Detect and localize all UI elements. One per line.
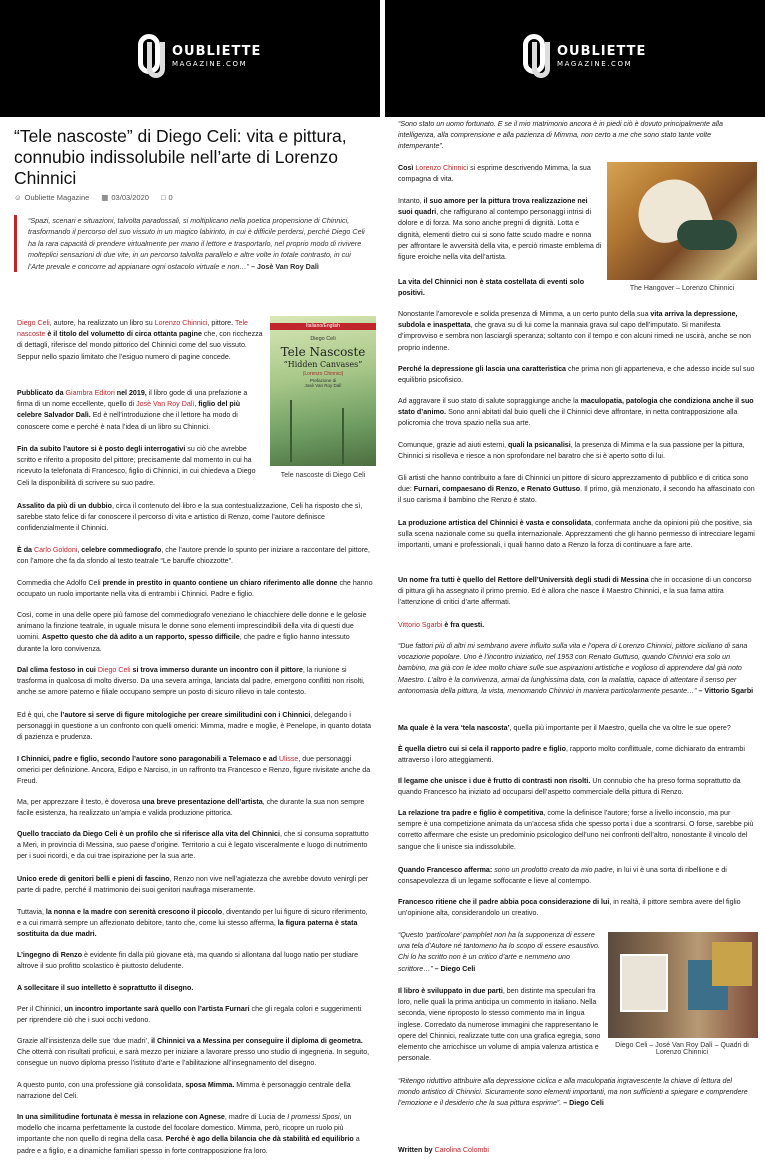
body-paragraph: Diego Celi, autore, ha realizzato un libro su Lorenzo Chinnici, pittore. Tele nascoste è il titolo del volumetto di circa ottanta pagine che, con ricchezza di dettagli, riferisce del mondo pittorico del Chinnici come del suo vissuto. Seppur nello spazio limitato che l’esiguo numero di pagine concede.	[17, 319, 263, 361]
book-cover-caption: Tele nascoste di Diego Celi	[280, 472, 366, 479]
body-paragraph: Per il Chinnici, un incontro importante sarà quello con l’artista Furnari che gli regala colori e suggerimenti per riprendere ciò che i suoi occhi vedono.	[17, 1005, 362, 1025]
body-paragraph: Ma quale è la vera ‘tela nascosta’, quella più importante per il Maestro, quella che va oltre le sue opere?	[398, 724, 731, 732]
body-paragraph: Comunque, grazie ad aiuti esterni, quali la psicanalisi, la presenza di Mimma e la sua passione per la pittura, Chinnici si risolleva e riesce a non sprofondare nel baratro che si è aperto sotto di lui.	[398, 441, 745, 461]
body-paragraph: L’ingegno di Renzo è evidente fin dalla più giovane età, ma quando si allontana dal luogo natio per studiare altrove il suo profitto scolastico è piuttosto deludente.	[17, 951, 359, 971]
logo-domain: MAGAZINE.COM	[172, 59, 248, 68]
body-paragraph: Intanto, il suo amore per la pittura trova realizzazione nei suoi quadri, che raffigurano al contempo personaggi intrisi di dolore e di forza. Ma sono anche pregni di dignità. Lotta e dignità, elementi dietro cui si sono fatte scudo madre e nonna per affrontare le avversità della vita, e perciò rimaste emblema di figure eroiche nella vita dell’artista.	[398, 197, 602, 262]
body-paragraph: È da Carlo Goldoni, celebre commediografo, che l’autore prende lo spunto per iniziare a raccontare del pittore, con l’amore che fa da sfondo al testo teatrale “Le baruffe chiozzotte”.	[17, 546, 370, 566]
body-paragraph: Vittorio Sgarbi è fra questi.	[398, 621, 485, 629]
body-paragraph: Francesco ritiene che il padre abbia poca considerazione di lui, in realtà, il pittore sembra avere del figlio un’opinione alta, considerandolo un creativo.	[398, 898, 741, 918]
body-paragraph: Ma, per apprezzare il testo, è doverosa una breve presentazione dell’artista, che durante la sua non sempre facile esistenza, ha realizzato un’ampia e valida produzione pittorica.	[17, 798, 365, 818]
body-paragraph: I Chinnici, padre e figlio, secondo l’autore sono paragonabili a Telemaco e ad Ulisse, due personaggi omerici per definizione. Ancora, Edipo e Narciso, in un raffronto tra Francesco e Renzo, figure rivisitate anche da Freud.	[17, 755, 371, 786]
article-column-right	[385, 0, 765, 1163]
article-column-left	[0, 0, 380, 1163]
hangover-caption: The Hangover – Lorenzo Chinnici	[629, 285, 735, 292]
body-quote: “Questo ‘particolare’ pamphlet non ha la supponenza di essere una tela d’Autore né tantomeno ha lo scopo di essere esaustivo. Chi lo ha scritto non è un critico d’arte e nemmeno uno scrittore…” – Diego Celi	[398, 931, 600, 973]
article-meta	[14, 193, 173, 202]
celi-dali-photo[interactable]	[608, 932, 758, 1038]
body-paragraph: Dal clima festoso in cui Diego Celi si trova immerso durante un incontro con il pittore, la riunione si trasforma in qualcosa di molto diverso. Da una severa arringa, lanciata dal padre, emergono conflitti non risolti, anche se amore paterno e filiale occupano sempre un posto di sicuro rilievo in tale contesto.	[17, 666, 365, 697]
body-paragraph: Gli artisti che hanno contribuito a fare di Chinnici un pittore di sicuro apprezzamento di pubblico e di critica sono due: Furnari, compaesano di Renzo, e Renato Guttuso. Il primo, già menzionato, il secondo ha affascinato con il suo carisma il bambino che Renzo è stato.	[398, 474, 755, 505]
body-paragraph: Fin da subito l’autore si è posto degli interrogativi su ciò che avrebbe scritto e riferito a proposito del pittore; precisamente dal momento in cui ha ricevuto la telefonata di Francesco, figlio di Chinnici, in cui chiedeva a Diego Celi la disponibilità di scrivere su suo padre.	[17, 445, 256, 487]
meta-comments[interactable]: □ 0	[160, 193, 173, 202]
body-paragraph: La vita del Chinnici non è stata costellata di eventi solo positivi.	[398, 278, 585, 298]
meta-author[interactable]: ☺ Oubliette Magazine	[14, 193, 90, 202]
body-paragraph: Grazie all’insistenza delle sue ‘due madri’, il Chinnici va a Messina per conseguire il diploma di geometra. Che otterrà con risultati proficui, e sarà mezzo per iniziare a lavorare presso uno studio di ingegneria. In seguito, consegue un nuovo diploma presso l’istituto d’arte e l’abilitazione all’insegnamento del disegno.	[17, 1037, 370, 1068]
body-paragraph: Perché la depressione gli lascia una caratteristica che prima non gli apparteneva, e che adesso incide sul suo equilibrio psicofisico.	[398, 365, 755, 385]
body-paragraph: La relazione tra padre e figlio è competitiva, come la definisce l’autore; forse a livello inconscio, ma pur sempre è una competizione animata da un’accesa sfida che spesso porta i due a scontrarsi. O forse, sarebbe più corretto affermare che esiste un predominio psicologico dell’uno nei confronti dell’altro, nonostante il vincolo del sangue che li unisce sia indissolubile.	[398, 809, 754, 851]
site-header	[0, 0, 380, 117]
body-paragraph: Ed è qui, che l’autore si serve di figure mitologiche per creare similitudini con i Chinnici, delegando i personaggi in questione a un confronto con quelli omerici: Mimma, madre e moglie, è Penelope, in quanto dotata di pazienza e prudenza.	[17, 711, 372, 742]
byline-author-link[interactable]: Carolina Colombi	[434, 1146, 489, 1154]
body-paragraph: Così Lorenzo Chinnici si esprime descrivendo Mimma, la sua compagna di vita.	[398, 164, 591, 184]
site-logo[interactable]	[523, 32, 646, 80]
hangover-painting[interactable]	[607, 162, 757, 280]
body-paragraph: Pubblicato da Giambra Editori nel 2019, il libro gode di una prefazione a firma di un nome eccellente, quello di Josè Van Roy Dalì, figlio del più celebre Salvador Dalì. Ed è nell’introduzione che il lettore ha modo di conoscere come e perché è nata l’idea di un libro su Chinnici.	[17, 389, 248, 431]
comment-icon: □	[160, 193, 166, 202]
meta-date: ▦ 03/03/2020	[101, 193, 149, 202]
body-paragraph: Quando Francesco afferma: sono un prodotto creato da mio padre, in lui vi è una sorta di ribellione e di consapevolezza di un legame soffocante e lieve al contempo.	[398, 866, 727, 886]
body-paragraph: Tuttavia, la nonna e la madre con serenità crescono il piccolo, diventando per lui figure di sicuro riferimento, e a cui rimarrà sempre un affezionato debitore, tanto che, come lui stesso afferma, la figura paterna è stata sostituita da due madri.	[17, 908, 368, 939]
body-paragraph: Nonostante l’amorevole e solida presenza di Mimma, a un certo punto della sua vita arriva la depressione, subdola e inaspettata, che grava su di lui come la mannaia grava sul capo dell’imputato. Si manifesta d’improvviso e sembra non lasciargli speranza; soltanto con il tempo e con alcuni rimedi ne uscirà, anche se non proprio indenne.	[398, 310, 751, 352]
body-paragraph: È quella dietro cui si cela il rapporto padre e figlio, rapporto molto conflittuale, come dichiarato da entrambi attraverso i loro atteggiamenti.	[398, 745, 745, 765]
body-quote: “Due fattori più di altri mi sembrano avere influito sulla vita e l’opera di Lorenzo Chinnici, pittore siciliano di sana vocazione popolare. Uno è l’incontro iniziatico, nel 1953 con Renato Guttuso, quando Chinnici era solo un bambino, ma già con le idee molto chiare sulle sue aspirazioni artistiche e voglioso di apprendere dal già noto Maestro. L’altro è la convivenza, armai da lunghissima data, con la malattia, capace di attentare il senso per antonomasia della pittura, la vista, menomando Chinnici in maniera particolarmente pesante…” – Vittorio Sgarbi	[398, 642, 754, 695]
calendar-icon: ▦	[101, 193, 109, 202]
book-cover-figure[interactable]	[270, 316, 376, 466]
logo-name: OUBLIETTE	[557, 43, 647, 59]
body-paragraph: Il libro è sviluppato in due parti, ben distinte ma speculari fra loro, nelle quali la prima anticipa un commento in italiano. Nella seconda, viene riproposto lo stesso commento ma in lingua inglese. Corredato da numerose immagini che rappresentano le opere del Chinnici, realizzate tutte con una grafica egregia, sono elemento che arricchisce un volume di ampia valenza artistica e personale.	[398, 987, 601, 1063]
body-paragraph: La produzione artistica del Chinnici è vasta e consolidata, confermata anche da opinioni più che positive, sia sulla scena nazionale come su quella internazionale. Apprezzamenti che gli hanno permesso di intrecciare legami importanti, umani e professionali, i quali hanno dato a Renzo la forza di continuare a fare arte.	[398, 519, 755, 550]
article-title: “Tele nascoste” di Diego Celi: vita e pittura, connubio indissolubile nell’arte di Lorenzo Chinnici	[14, 126, 347, 188]
site-header	[385, 0, 765, 117]
celi-dali-caption: Diego Celi – José Van Roy Dalì – Quadri di Lorenzo Chinnici	[615, 1042, 749, 1056]
body-quote: “Sono stato un uomo fortunato. E se il mio matrimonio ancora è in piedi ciò è dovuto principalmente alla intelligenza, alla comprensione e alla pazienza di Mimma, non certo a me che sono stato tante volte intemperante”.	[398, 120, 723, 151]
byline: Written by Carolina Colombi	[398, 1146, 489, 1154]
body-paragraph: Il legame che unisce i due è frutto di contrasti non risolti. Un connubio che ha preso forma soprattutto da quando Francesco ha iniziato ad occuparsi dell’aspetto commerciale della pittura di Renzo.	[398, 777, 741, 797]
intro-quote: “Spazi, scenari e situazioni, talvolta paradossali, si moltiplicano nella poetica propensione di Chinnici, trasformando il percorso del suo vissuto in un magico labirinto, in cui è difficile perdersi, perché Diego Celi ha la rara capacità di prendere virtualmente per mano il lettore e trasportarlo, nel proprio modo di rivivere molteplici sensazioni di due vite, in un percorso talvolta parallelo e altre volte in totale contrasto, in cui l’Arte prevale e concorre ad appianare ogni ostacolo virtuale e non…” – Josè Van Roy Dalì	[14, 215, 368, 272]
logo-mark-icon	[138, 32, 166, 80]
site-logo[interactable]	[138, 32, 261, 80]
body-paragraph: A questo punto, con una professione già consolidata, sposa Mimma. Mimma è personaggio centrale della narrazione del Celi.	[17, 1081, 351, 1101]
body-paragraph: Così, come in una delle opere più famose del commediografo veneziano le chiacchiere delle donne e le gelosie animano la finzione teatrale, in uguale misura le donne sono elementi imprescindibili della vita di questi due uomini. Aspetto questo che dà adito a un rapporto, spesso difficile, che padre e figlio hanno intessuto durante la loro convivenza.	[17, 611, 367, 653]
logo-domain: MAGAZINE.COM	[557, 59, 633, 68]
body-paragraph: Un nome fra tutti è quello del Rettore dell’Università degli studi di Messina che in occasione di un concorso di pittura gli ha assegnato il primo premio. Ed è allora che nasce il Maestro Chinnici, e la sua fama attira l’attenzione di critici d’arte affermati.	[398, 576, 752, 607]
body-paragraph: In una similitudine fortunata è messa in relazione con Agnese, madre di Lucia de I promessi Sposi, un modello che incarna perfettamente la custode del focolare domestico. Mimma, però, ricopre un ruolo più importante che non quello di regina della casa. Perché è ago della bilancia che dà stabilità ed equilibrio a padre e a figlio, e a dinamiche familiari spesso in forte contrapposizione fra loro.	[17, 1113, 360, 1155]
user-icon: ☺	[14, 193, 22, 202]
body-quote: “Ritengo riduttivo attribuire alla depressione ciclica e alla maculopatia ingravescente la chiave di lettura del mondo artistico di Chinnici. Sicuramente sono elementi importanti, ma non sufficienti a spiegare e comprendere l’emozione e il desiderio che la sua pittura esprime”. – Diego Celi	[398, 1077, 748, 1108]
logo-mark-icon	[523, 32, 551, 80]
logo-name: OUBLIETTE	[172, 43, 262, 59]
body-paragraph: Unico erede di genitori belli e pieni di fascino, Renzo non vive nell’agiatezza che avrebbe dovuto venirgli per parte di padre, perché il matrimonio dei suoi genitori naufraga miseramente.	[17, 875, 369, 895]
body-paragraph: Assalito da più di un dubbio, circa il contenuto del libro e la sua contestualizzazione, Celi ha risposto che sì, sarebbe stato felice di far conoscere il percorso di vita e artistico di Renzo, come l’autore definisce confidenzialmente il Chinnici.	[17, 502, 363, 533]
body-paragraph: A sollecitare il suo intelletto è soprattutto il disegno.	[17, 984, 194, 992]
book-cover-image: Italiano/English Diego Celi Tele Nascoste “Hidden Canvases” (Lorenzo Chinnici) Prefazione di Josè Van Roy Dalì	[270, 316, 376, 466]
intro-quote-author: – Josè Van Roy Dalì	[250, 261, 319, 271]
body-paragraph: Commedia che Adolfo Celi prende in prestito in quanto contiene un chiaro riferimento alle donne che hanno occupato un ruolo importante nella vita di entrambi i Chinnici. Padre e figlio.	[17, 579, 373, 599]
body-paragraph: Quello tracciato da Diego Celi è un profilo che si riferisce alla vita del Chinnici, che si consuma soprattutto a Meri, in provincia di Messina, suo paese d’origine. Territorio a cui è legato visceralmente e luogo di nutrimento per i suoi ricordi, e da cui trae ispirazione per la sua arte.	[17, 830, 369, 861]
body-paragraph: Ad aggravare il suo stato di salute sopraggiunge anche la maculopatia, patologia che condiziona anche il suo stato d’animo. Sono anni abitati dal buio quelli che il Chinnici deve affrontare, in netta contrapposizione alla policromia che trova spazio nella sua arte.	[398, 397, 754, 428]
